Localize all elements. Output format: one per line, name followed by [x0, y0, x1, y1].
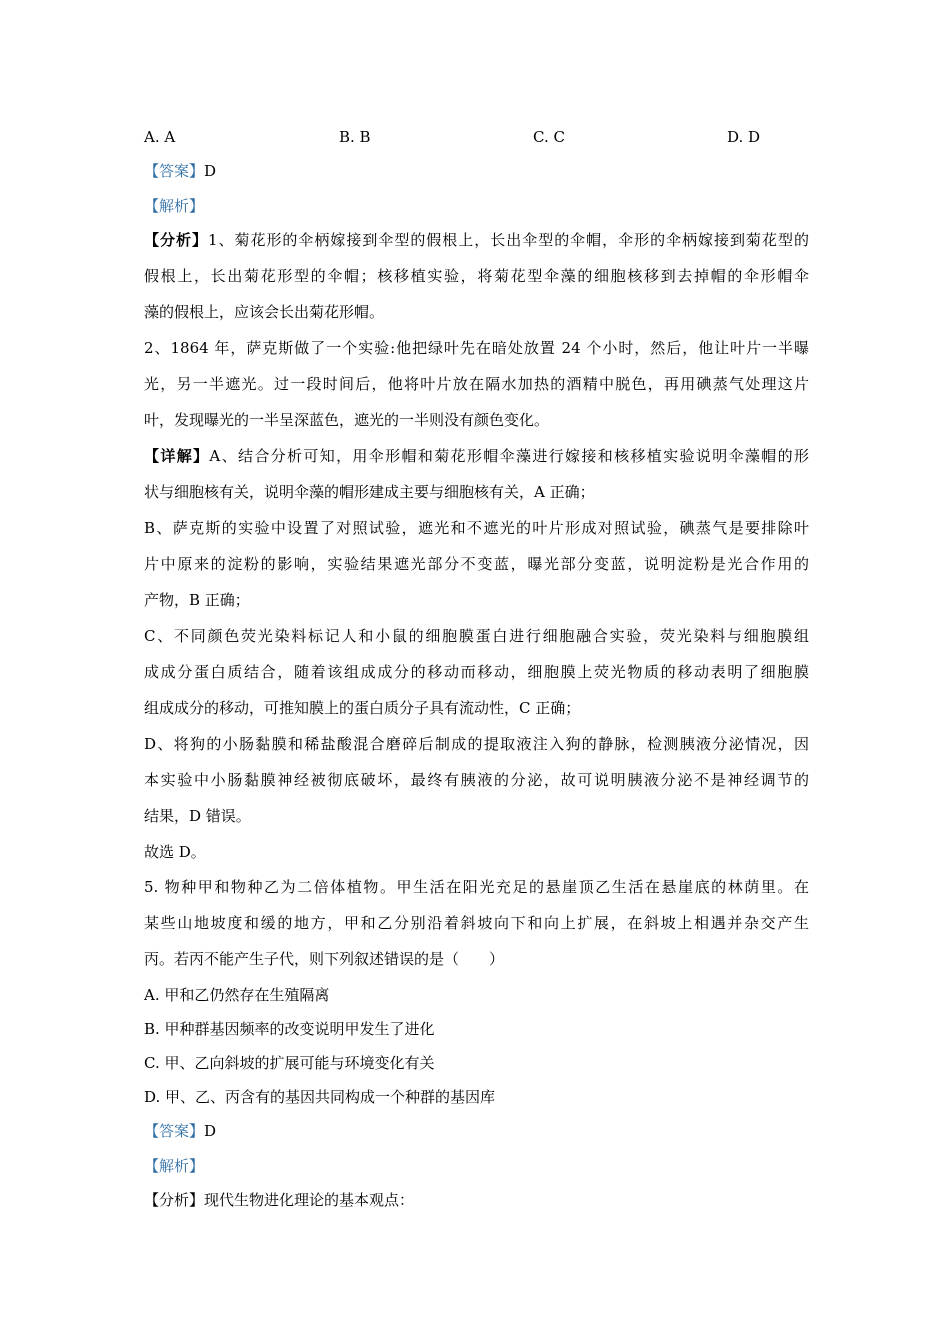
q5-stem-line-1: 5. 物种甲和物种乙为二倍体植物。甲生活在阳光充足的悬崖顶乙生活在悬崖底的林荫里。在 — [144, 878, 809, 896]
q4-answer-line — [144, 161, 809, 181]
q4-analysis-tag-line — [144, 196, 809, 216]
q4-detail-line-12: 故选 D。 — [144, 843, 206, 861]
q4-detail-line-4: 片中原来的淀粉的影响，实验结果遮光部分不变蓝，曝光部分变蓝，说明淀粉是光合作用的 — [144, 555, 809, 573]
q5-stem-line-3: 丙。若丙不能产生子代，则下列叙述错误的是（ ） — [144, 950, 505, 968]
prev-option-d: D. D — [727, 128, 761, 146]
q5-option-d: D. 甲、乙、丙含有的基因共同构成一个种群的基因库 — [144, 1088, 496, 1106]
q5-option-c: C. 甲、乙向斜坡的扩展可能与环境变化有关 — [144, 1054, 435, 1072]
q5-analysis-tag-line — [144, 1156, 809, 1176]
q4-detail-line-3: B、萨克斯的实验中设置了对照试验，遮光和不遮光的叶片形成对照试验，碘蒸气是要排除叶 — [144, 519, 809, 537]
q4-point2-line-3: 叶，发现曝光的一半呈深蓝色，遮光的一半则没有颜色变化。 — [144, 411, 550, 429]
answer-tag: 【答案】 — [144, 162, 205, 180]
q4-detail-line-1: 【详解】A、结合分析可知，用伞形帽和菊花形帽伞藻进行嫁接和核移植实验说明伞藻帽的形 — [144, 447, 809, 465]
answer-value: D — [204, 162, 217, 180]
detail-tag: 【详解】 — [144, 447, 210, 465]
q4-fenxi-line-3: 藻的假根上，应该会长出菊花形帽。 — [144, 303, 385, 321]
q4-detail-line-9: D、将狗的小肠黏膜和稀盐酸混合磨碎后制成的提取液注入狗的静脉，检测胰液分泌情况，因 — [144, 735, 809, 753]
fenxi-tag: 【分析】 — [144, 1191, 205, 1209]
analysis-tag: 【解析】 — [144, 197, 205, 215]
analysis-tag: 【解析】 — [144, 1157, 205, 1175]
q4-detail-line-7: 成成分蛋白质结合，随着该组成成分的移动而移动，细胞膜上荧光物质的移动表明了细胞膜 — [144, 663, 809, 681]
prev-option-c: C. C — [533, 128, 565, 146]
q4-detail-line-8: 组成成分的移动，可推知膜上的蛋白质分子具有流动性，C 正确； — [144, 699, 581, 717]
q4-fenxi-line-1: 【分析】1、菊花形的伞柄嫁接到伞型的假根上，长出伞型的伞帽，伞形的伞柄嫁接到菊花型的 — [144, 231, 809, 249]
q4-fenxi-line-2: 假根上，长出菊花形型的伞帽；核移植实验，将菊花型伞藻的细胞核移到去掉帽的伞形帽伞 — [144, 267, 809, 285]
prev-option-b: B. B — [339, 128, 371, 146]
q4-point2-line-1: 2、1864 年，萨克斯做了一个实验:他把绿叶先在暗处放置 24 个小时，然后，他让叶片一半曝 — [144, 339, 809, 357]
q4-point2-line-2: 光，另一半遮光。过一段时间后，他将叶片放在隔水加热的酒精中脱色，再用碘蒸气处理这片 — [144, 375, 809, 393]
q5-stem-line-2: 某些山地坡度和缓的地方，甲和乙分别沿着斜坡向下和向上扩展，在斜坡上相遇并杂交产生 — [144, 914, 809, 932]
answer-value: D — [204, 1122, 217, 1140]
q4-detail-line-11: 结果，D 错误。 — [144, 807, 251, 825]
q4-detail-line-10: 本实验中小肠黏膜神经被彻底破坏，最终有胰液的分泌，故可说明胰液分泌不是神经调节的 — [144, 771, 809, 789]
fenxi-tag: 【分析】 — [144, 231, 208, 249]
q4-detail-line-6: C、不同颜色荧光染料标记人和小鼠的细胞膜蛋白进行细胞融合实验，荧光染料与细胞膜组 — [144, 627, 809, 645]
q4-detail-line-5: 产物，B 正确； — [144, 591, 250, 609]
q5-option-b: B. 甲种群基因频率的改变说明甲发生了进化 — [144, 1020, 435, 1038]
q4-detail-line-2: 状与细胞核有关，说明伞藻的帽形建成主要与细胞核有关，A 正确； — [144, 483, 595, 501]
fenxi-text: 现代生物进化理论的基本观点： — [204, 1191, 415, 1209]
q5-option-a: A. 甲和乙仍然存在生殖隔离 — [144, 986, 330, 1004]
prev-option-a: A. A — [144, 128, 176, 146]
answer-tag: 【答案】 — [144, 1122, 205, 1140]
q5-fenxi-line — [144, 1190, 809, 1210]
q5-answer-line — [144, 1121, 809, 1141]
